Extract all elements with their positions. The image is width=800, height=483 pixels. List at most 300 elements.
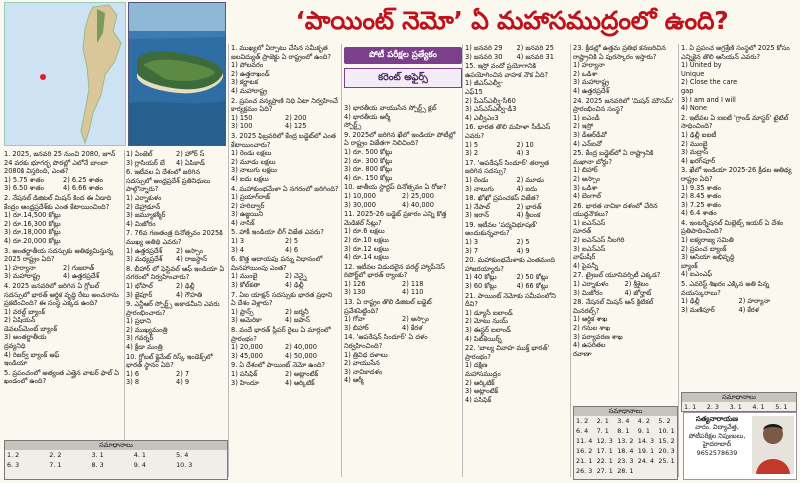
option-row <box>344 376 460 385</box>
option-row <box>231 70 339 79</box>
column-divider <box>228 44 229 477</box>
answer-row <box>574 416 677 426</box>
author-name: సత్యనారాయణ <box>695 415 739 423</box>
option-text <box>285 166 339 175</box>
option-row <box>231 308 339 317</box>
answer-cell: 3. 4 <box>617 417 630 425</box>
option-row <box>344 315 460 324</box>
option-row <box>681 270 796 279</box>
option-row <box>344 113 460 130</box>
option-text: 4) ఖరగ్‌పూర్ <box>681 156 716 165</box>
option-text: 4) కేరళ <box>402 323 423 332</box>
option-row <box>681 148 796 157</box>
question-text: 2. నేషనల్ డిజిటల్ మిషన్ కింద ఈ ఏడాది కేంద్రం ఆంధ్రప్రదేశ్‌కు ఎంత కేటాయించింది? <box>4 193 112 211</box>
option-row <box>126 150 226 159</box>
option-text: 4) బెంగాల్ <box>573 192 601 201</box>
question-text: 25. కేంద్ర బడ్జెట్‌లో ఏ రాష్ట్రానికి మఖానా బోర్డు? <box>573 149 654 166</box>
option-row <box>573 114 676 123</box>
option-text: 2) ఢిల్లీ <box>176 281 195 290</box>
option-text: 1) 9.35 శాతం <box>681 183 721 192</box>
option-row <box>344 148 460 157</box>
option-text: 1) జనవరి 29 <box>465 44 503 52</box>
option-row <box>681 96 796 105</box>
option-row <box>573 315 676 324</box>
option-text <box>739 245 797 254</box>
option-text: 1) రూ.14,500 కోట్లు <box>4 211 61 220</box>
option-text <box>739 96 797 105</box>
option-text <box>517 97 569 106</box>
answer-cell: 8. 1 <box>617 427 630 435</box>
option-text: 2) డెహ్రాడూన్ <box>126 202 161 211</box>
option-row <box>344 236 460 245</box>
option-text: 1) నేపాల్ <box>465 202 490 211</box>
option-text: 4) జపాన్ <box>285 316 310 325</box>
question-text: 7. 76వ గణతంత్ర దినోత్సవం 2025కి ముఖ్య అతిథి ఎవరు? <box>126 229 223 246</box>
option-text: 1) రెండు లక్షలు <box>231 149 272 158</box>
option-text: 3) హిందూ <box>231 378 260 387</box>
option-row <box>231 379 339 388</box>
option-text: 1) రూ. 500 కోట్లు <box>344 147 393 156</box>
option-text <box>739 140 797 149</box>
option-text: 3) అంతర్జాతీయ ద్రవ్యనిధి <box>4 333 47 351</box>
option-text: 1) ఫ్రాన్స్ <box>231 307 254 316</box>
column-divider <box>462 44 463 477</box>
question-column-2 <box>126 150 226 436</box>
option-text <box>739 201 797 210</box>
option-row <box>231 149 339 158</box>
option-text: 1) 10,000 <box>344 191 376 200</box>
question-item <box>344 263 460 297</box>
question-text: 21. పాయింట్ నెమోకు సమీపంలోని దీవి? <box>465 291 556 309</box>
question-item <box>465 221 568 255</box>
option-text <box>285 175 339 184</box>
author-role-2: పోటీపరీక్షల నిపుణులు, <box>688 431 746 440</box>
option-text: 1) రూ.6 లక్షలు <box>344 227 385 236</box>
option-text <box>739 184 797 193</box>
option-row <box>681 297 796 306</box>
option-text: 2) గనుల శాఖ <box>573 324 611 332</box>
option-text: 2) భారత్ <box>516 202 542 211</box>
option-row <box>4 176 122 185</box>
question-column-1 <box>4 150 122 406</box>
author-role-1: వారం. విద్యావేత్త, <box>695 423 739 432</box>
question-text: 7. ఏఐ యాక్షన్ సదస్సుకు భారత ప్రధాని ఏ దేశం వెళ్లారు? <box>231 290 333 308</box>
option-text: 2) పీఎస్ఎల్వీ-సీ60 <box>465 96 516 105</box>
option-text <box>625 333 677 342</box>
option-row <box>465 176 568 185</box>
option-text: 1) ఏంజెల్ <box>126 150 153 158</box>
option-text <box>176 194 226 203</box>
option-text: 4) శ్రీలంక <box>516 211 541 220</box>
option-text <box>625 78 677 87</box>
option-row <box>344 280 460 289</box>
option-row <box>126 334 226 343</box>
author-city: హైదరాబాద్ <box>702 440 732 449</box>
question-item <box>573 97 676 149</box>
option-text: 1) ఎర్నాకుళం <box>573 280 609 289</box>
option-text: 3) రూ.12 లక్షలు <box>344 244 389 253</box>
option-row <box>4 272 122 281</box>
option-text <box>739 104 797 113</box>
question-item <box>573 149 676 201</box>
option-row <box>231 114 339 123</box>
option-row <box>126 194 226 203</box>
question-item <box>344 333 460 385</box>
question-text: 23. క్రీడల్లో ఉత్తమ ప్రతిభ కనబరిచిన రాష్ట్రానికి ఏ పురస్కారం ఇస్తారు? <box>573 44 666 61</box>
option-text <box>285 61 339 70</box>
option-text: 4) ఐదు లక్షలు <box>231 174 269 183</box>
option-text: 4) ఆర్కిటిక్ <box>285 378 315 387</box>
option-text: 4) రూ.20,000 కోట్లు <box>4 236 61 245</box>
option-text: 1) United by Unique <box>681 61 722 78</box>
option-text <box>176 326 226 335</box>
answer-cell: 10. 3 <box>176 461 193 469</box>
answer-cell: 3. 1 <box>91 451 104 459</box>
option-row <box>126 203 226 212</box>
option-text: 4) 9 <box>176 378 190 387</box>
option-text: 4) 3 <box>516 149 530 158</box>
question-text: 20. మహాకుంభమేళాకు ఎంతమంది హాజరయ్యారు? <box>465 256 555 273</box>
answer-cell: 25. 1 <box>658 457 675 465</box>
section-banner <box>344 47 462 99</box>
option-text: 2) 6.25 శాతం <box>63 175 103 184</box>
option-text <box>625 140 677 149</box>
answer-cell: 10. 1 <box>658 427 675 435</box>
option-text: 2) మూడు లక్షలు <box>231 157 276 166</box>
option-row <box>344 174 460 183</box>
option-row <box>126 370 226 379</box>
option-text: 4) 125 <box>285 122 307 131</box>
option-text <box>517 396 569 405</box>
option-text: 3) 7.25 శాతం <box>681 200 721 209</box>
column-divider <box>124 150 125 477</box>
option-text: 4) మహారాష్ట్ర <box>231 86 267 95</box>
option-text <box>517 361 569 378</box>
option-text <box>176 203 226 212</box>
answer-cell: 20. 3 <box>658 447 675 455</box>
question-text: 2. ప్రపంచ వన్యప్రాణి నిధి ఏటా నిర్వహించే కార్యక్రమం ఏది? <box>231 96 338 114</box>
option-row <box>126 291 226 300</box>
question-item <box>681 280 796 314</box>
option-row <box>465 97 568 106</box>
option-row <box>681 157 796 166</box>
option-row <box>231 281 339 290</box>
option-text <box>63 211 122 220</box>
option-text: 3) జనవరి 30 <box>465 52 503 61</box>
option-text: 3) 4 <box>231 245 245 254</box>
answer-box-title: సమాధానాలు <box>682 393 796 402</box>
option-text <box>63 351 122 368</box>
option-text: 1) హర్యానా <box>4 263 36 272</box>
question-text: 3) భారతీయ వాయుసేన స్పోర్ట్స్ క్లబ్ <box>344 104 437 112</box>
option-text: 3) రూ.18,000 కోట్లు <box>4 228 61 237</box>
island-aerial-photo <box>128 2 226 146</box>
option-row <box>465 105 568 114</box>
column-divider <box>678 44 679 477</box>
answer-row <box>574 446 677 456</box>
option-text: 4) 66 కోట్లు <box>516 282 549 291</box>
question-item <box>681 166 796 218</box>
answer-cell: 7. 1 <box>596 427 609 435</box>
option-text: 2) రూ.10 లక్షలు <box>344 235 389 244</box>
option-text: 2) ముఖ్యమంత్రి <box>126 325 168 334</box>
question-text: 5. ప్రపంచంలో అత్యంత ఎత్తైన వాటర్ ఫాల్ ఏ ఖండంలో ఉంది? <box>4 368 119 386</box>
option-text: 1) ఢిల్లీ ఐఐటీ <box>681 130 717 139</box>
option-row <box>231 237 339 246</box>
answer-cell: 14. 3 <box>637 437 655 445</box>
question-item <box>231 44 339 96</box>
option-row <box>465 114 568 123</box>
option-text: 2) Close the care gap <box>681 78 738 95</box>
question-item <box>4 150 122 193</box>
option-text: 1) 3 <box>465 238 479 247</box>
answer-cell: 13. 2 <box>617 437 634 445</box>
option-text: 4) నాసిక్ <box>231 218 255 227</box>
question-column-4 <box>344 104 460 480</box>
question-text: 1. 2025, జనవరి 25 నుంచి 2080, జూన్ 24 వరకు భూగర్భ పొరల్లో ఎలోనే బాంబా 2080కి విస్తరింది, ఎంత? <box>4 150 116 176</box>
option-text: 1) గోవా <box>344 315 365 324</box>
option-text: 3) 6.50 శాతం <box>4 184 44 193</box>
answer-cell <box>656 466 677 476</box>
answer-cell: 2. 1 <box>596 417 609 425</box>
option-text <box>517 114 569 123</box>
option-text: 2) అస్సాం <box>573 174 600 183</box>
option-row <box>681 236 796 245</box>
question-item <box>231 97 339 131</box>
option-text <box>625 192 677 201</box>
option-row <box>681 192 796 201</box>
question-item <box>465 62 568 122</box>
option-text <box>625 324 677 333</box>
question-item <box>681 219 796 279</box>
option-row <box>573 166 676 175</box>
question-item <box>465 194 568 220</box>
answer-cell: 2. 2 <box>49 451 62 459</box>
option-row <box>344 227 460 236</box>
option-text: 3) మిజోరం <box>573 288 603 297</box>
option-text: 2) ఏషియన్ డెవలప్‌మెంట్ బ్యాంక్ <box>4 316 58 333</box>
option-text <box>402 174 460 183</box>
option-text: 2) అట్లాంటిక్ <box>285 369 319 378</box>
option-row <box>573 140 676 149</box>
option-row <box>573 192 676 201</box>
option-text: 4) ఎన్‌ఐవో <box>573 139 602 148</box>
answer-cell: 16. 2 <box>576 447 593 455</box>
option-text: 3) 30,000 <box>344 200 376 209</box>
option-text <box>625 245 677 262</box>
answer-cell: 1. 2 <box>7 451 20 459</box>
question-item <box>681 44 796 113</box>
column-divider <box>341 44 342 477</box>
answer-cell: 15. 2 <box>658 437 675 445</box>
option-row <box>573 324 676 333</box>
question-item <box>231 326 339 360</box>
option-row <box>231 193 339 202</box>
option-text: 2) అస్సాం <box>176 246 203 255</box>
option-text <box>402 253 460 262</box>
option-row <box>231 370 339 379</box>
question-text: 3. 2025 ఫిబ్రవరిలో కేంద్ర బడ్జెట్‌లో ఎంత కేటాయించారు? <box>231 131 336 149</box>
answer-cell: 27. 1 <box>596 467 613 475</box>
option-text: 3) డీఆర్‌డీవో <box>573 130 607 139</box>
question-item <box>231 132 339 184</box>
answer-table <box>574 416 677 476</box>
option-text: 3) 130 <box>344 288 366 297</box>
option-row <box>573 289 676 298</box>
option-text <box>285 219 339 228</box>
option-text <box>625 315 677 324</box>
option-row <box>231 61 339 70</box>
option-text: 1) పోలవరం <box>231 61 264 70</box>
question-text: 4. ఇంటర్నేషనల్ మిల్లెట్స్ ఇయర్ ఏ దేశం ప్రతిపాదించింది? <box>681 218 784 236</box>
question-text: 8. వందే భారత్ స్లీపర్ రైలు ఏ మార్గంలో ప్రారంభం? <box>231 326 331 343</box>
option-text <box>402 245 460 254</box>
option-row <box>573 262 676 271</box>
answer-row <box>574 426 677 436</box>
option-text <box>402 113 460 130</box>
option-text: 1) త్రివిధ దళాలు <box>344 350 388 359</box>
option-text: 4) ఎల్వీఎం3 <box>465 113 499 122</box>
option-text <box>402 351 460 360</box>
option-text: 4) ఉత్తరప్రదేశ్ <box>63 272 100 281</box>
question-text: 14. 'ఆపరేషన్ సిందూర్' ఏ దళం నిర్వహించింది? <box>344 333 428 351</box>
answer-cell: 28. 1 <box>617 467 634 475</box>
option-row <box>681 245 796 254</box>
question-item <box>573 44 676 96</box>
option-text: 3) నాలుగు లక్షలు <box>231 166 277 175</box>
question-text: 28. నేషనల్ మిషన్ ఆన్ క్రిటికల్ మినరల్స్? <box>573 298 654 315</box>
option-text: 3) జైపూర్ <box>126 290 153 299</box>
question-item <box>573 202 676 271</box>
option-text <box>63 237 122 246</box>
option-row <box>344 201 460 210</box>
option-row <box>4 228 122 237</box>
option-text: 4) భారతీయ ఆర్మీ స్పోర్ట్స్ <box>344 112 391 130</box>
banner-current-affairs: కరెంట్ అఫైర్స్ <box>344 68 462 88</box>
option-text <box>285 78 339 87</box>
option-row <box>231 87 339 96</box>
option-text <box>176 334 226 343</box>
option-text: 1) డ్యూసీ ఐలాండ్ <box>465 308 513 317</box>
option-row <box>344 324 460 333</box>
option-row <box>344 351 460 360</box>
option-text <box>402 236 460 245</box>
option-text <box>739 236 797 245</box>
option-row <box>465 79 568 96</box>
option-row <box>573 184 676 193</box>
question-text: 9. 2025లో జరిగిన ఖేలో ఇండియా పోటీల్లో ఏ రాష్ట్రం విజేతగా నిలిచింది? <box>344 130 456 148</box>
question-item <box>231 291 339 325</box>
option-text: 1) 5 <box>465 140 479 149</box>
option-row <box>573 61 676 70</box>
option-text: 1) ముంబై <box>231 272 258 281</box>
option-row <box>231 158 339 167</box>
option-text <box>625 131 677 140</box>
option-text <box>517 317 569 326</box>
question-item <box>465 344 568 404</box>
option-text: 2) ఒడిశా <box>573 69 598 78</box>
option-row <box>465 211 568 220</box>
author-photo <box>752 416 794 474</box>
option-text: 3) అట్లాంటిక్ <box>465 387 499 396</box>
option-text: 3) పర్యావరణ శాఖ <box>573 332 623 341</box>
option-text: 1) 40 కోట్లు <box>465 273 497 282</box>
answer-cell: 11. 4 <box>576 437 593 445</box>
option-text: 2) 5 <box>516 238 530 247</box>
answer-cell: 19. 1 <box>637 447 655 455</box>
option-text: 3) జమ్మూకశ్మీర్ <box>126 211 166 220</box>
question-text: 6. ఇటీవల ఏ దేశంలో జరిగిన సదస్సులో ఆంధ్రప్రదేశ్ ప్రతినిధులు పాల్గొన్నారు? <box>126 168 211 194</box>
option-row <box>231 166 339 175</box>
option-text <box>739 148 797 157</box>
option-text: 3) 2 <box>465 149 479 158</box>
option-text <box>625 114 677 123</box>
option-row <box>681 61 796 78</box>
option-text: 4) 6.66 శాతం <box>63 184 103 193</box>
option-text: 2) మూడు <box>516 175 544 184</box>
option-text <box>176 220 226 229</box>
option-text <box>285 149 339 158</box>
option-text: 4) కేరళ <box>738 305 759 314</box>
option-text: 1) దక్షిణ మహాసముద్రం <box>465 361 501 378</box>
option-text: 4) 50,000 <box>285 351 317 360</box>
option-row <box>4 333 122 350</box>
answer-cell: 1. 2 <box>576 417 589 425</box>
option-text: 1) ఢిల్లీ <box>681 297 700 306</box>
option-text: 4) జోర్హాట్ <box>624 288 652 297</box>
question-column-3 <box>231 44 339 480</box>
option-text <box>625 166 677 175</box>
option-text: 4) మిజోరం <box>126 219 156 228</box>
option-text: 4) క్రీడా మంత్రి <box>126 343 163 352</box>
question-item <box>126 353 226 387</box>
answer-cell: 2. 3 <box>706 403 719 411</box>
option-row <box>465 53 568 62</box>
option-text: 1) ఐఎన్ఎస్ సూరత్ <box>573 218 606 236</box>
answer-cell: 24. 4 <box>637 457 655 465</box>
option-text: 2) 200 <box>285 113 307 122</box>
option-text: 3) కర్ణాటక <box>231 78 259 87</box>
option-text: 1) 150 <box>231 113 253 122</box>
question-item <box>231 255 339 289</box>
author-box <box>683 412 797 480</box>
option-row <box>231 343 339 352</box>
option-row <box>681 209 796 218</box>
option-row <box>573 280 676 289</box>
option-text: 3) మణిపూర్ <box>681 305 715 314</box>
option-text: 1) ఉత్తరప్రదేశ్ <box>126 246 163 255</box>
answer-cell: 5. 4 <box>176 451 189 459</box>
question-item <box>465 256 568 290</box>
option-text: 1) ఆర్థిక శాఖ <box>573 315 608 324</box>
question-text: 5. ఎవరెస్ట్ శిఖరం ఎక్కిన అతి పిన్న వయస్కురాలు? <box>681 280 770 297</box>
option-text: 4) 6 <box>285 245 299 254</box>
question-text: 12. ఇటీవల విడుదలైన వరల్డ్ హ్యాపీనెస్ రిపోర్ట్‌లో భారత్ ర్యాంకు? <box>344 262 445 280</box>
option-text: 4) పిట్‌కెయిర్న్ <box>465 334 502 343</box>
option-row <box>465 203 568 212</box>
option-text: 2) 25,000 <box>402 191 434 200</box>
question-text: 6. కొత్త ఆదాయపు పన్ను విధానంలో మినహాయింపు ఎంత? <box>231 255 323 272</box>
option-text: 3) గ్లాసియర్ బే <box>126 158 165 167</box>
answer-cell: 4. 2 <box>637 417 650 425</box>
question-column-5 <box>465 44 568 480</box>
question-item <box>4 369 122 386</box>
option-row <box>344 253 460 262</box>
answer-row <box>5 460 227 470</box>
option-text <box>402 165 460 174</box>
question-text: 13. ఏ రాష్ట్రం తొలి డిజిటల్ బడ్జెట్ ప్రవేశపెట్టింది? <box>344 298 432 315</box>
option-text: 3) ఈస్టర్ ఐలాండ్ <box>465 326 511 334</box>
